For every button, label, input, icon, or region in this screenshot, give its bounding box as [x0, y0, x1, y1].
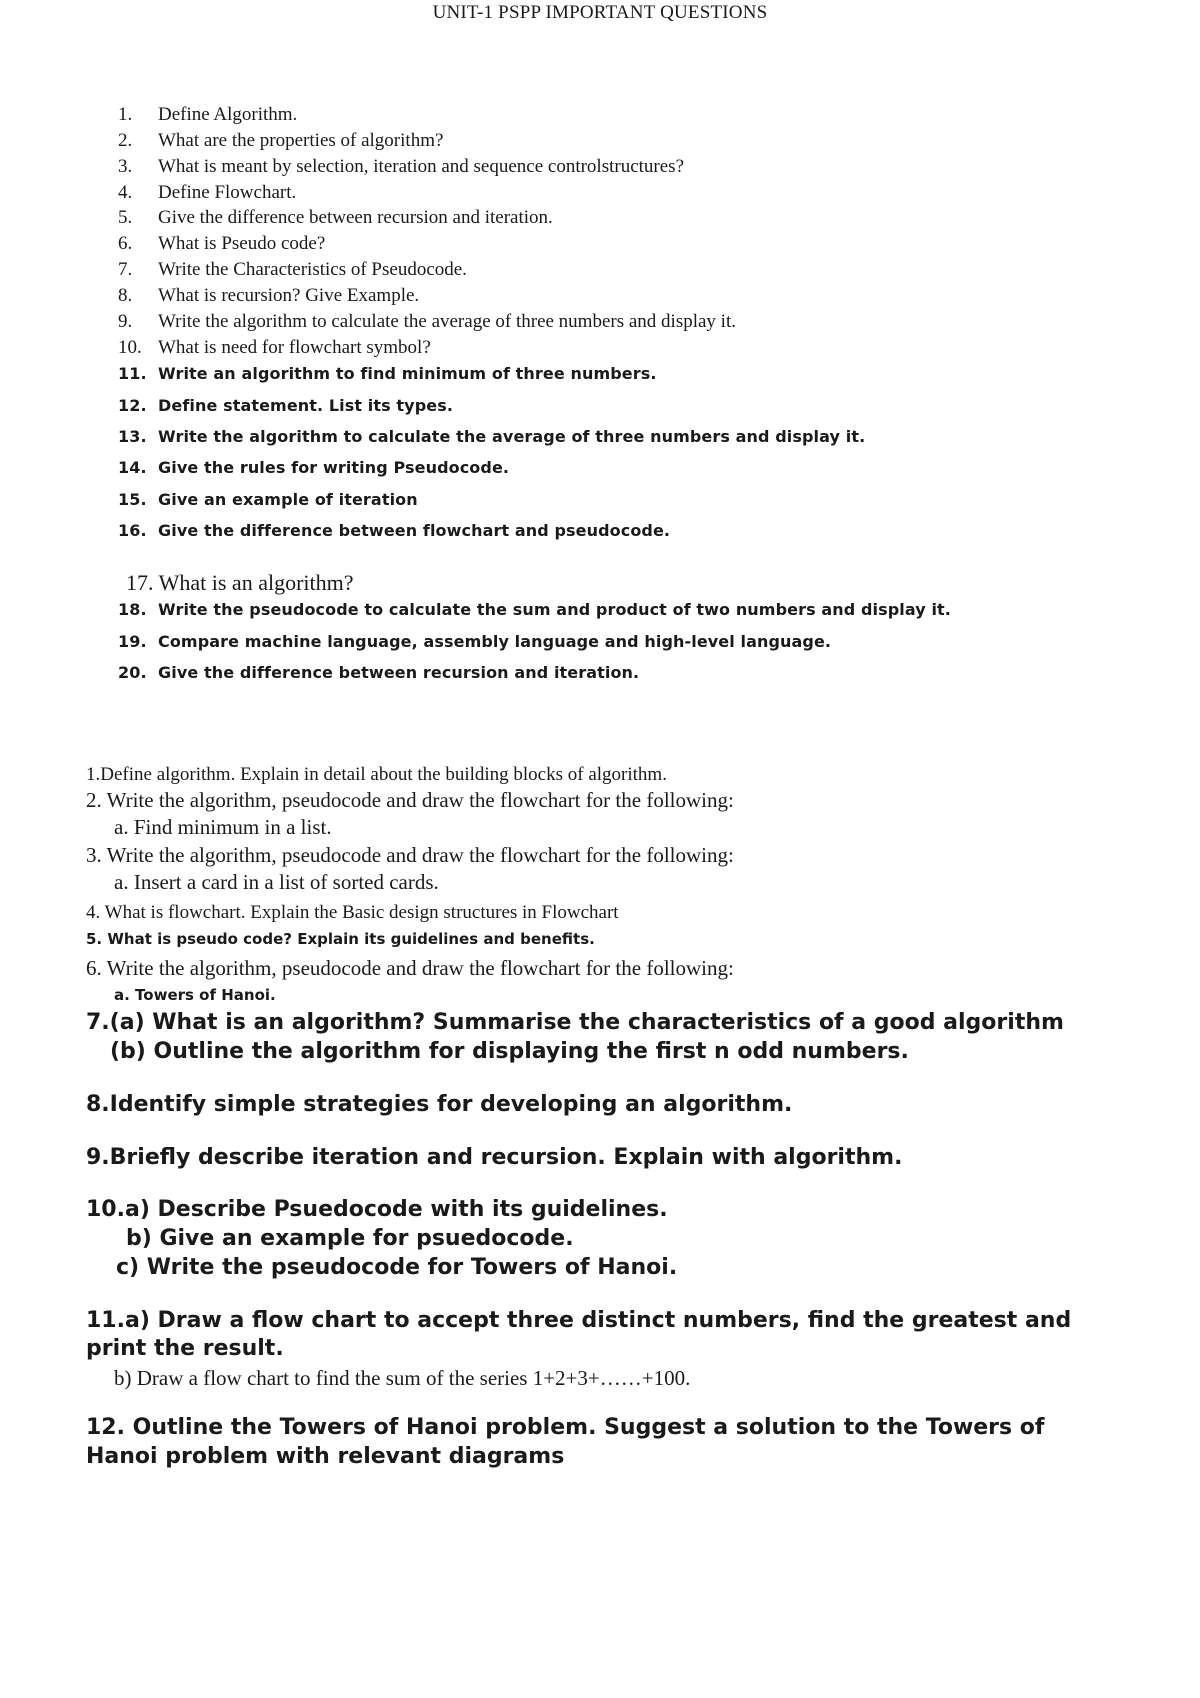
item-number: 6. — [118, 233, 133, 254]
item-text: What is Pseudo code? — [158, 233, 326, 254]
long-question-line: 5. What is pseudo code? Explain its guidelines and benefits. — [86, 930, 595, 948]
item-text: Write the algorithm to calculate the average of three numbers and display it. — [158, 311, 736, 332]
long-question-line: 2. Write the algorithm, pseudocode and draw the flowchart for the following: — [86, 788, 734, 812]
long-question-line: 4. What is flowchart. Explain the Basic design structures in Flowchart — [86, 902, 619, 923]
item-number: 17. — [126, 570, 154, 595]
long-question-line: 8.Identify simple strategies for developing an algorithm. — [86, 1092, 793, 1117]
list-item — [118, 458, 509, 477]
item-text: Give the difference between recursion and iteration. — [158, 207, 553, 228]
long-question-line: 6. Write the algorithm, pseudocode and draw the flowchart for the following: — [86, 956, 734, 980]
item-text: Compare machine language, assembly language and high-level language. — [158, 632, 832, 651]
long-question-line: 12. Outline the Towers of Hanoi problem. Suggest a solution to the Towers of — [86, 1415, 1045, 1440]
item-number: 16. — [118, 521, 147, 540]
item-number: 15. — [118, 490, 147, 509]
item-number: 4. — [118, 182, 133, 203]
item-number: 14. — [118, 458, 147, 477]
long-question-line: a. Find minimum in a list. — [114, 815, 332, 839]
list-item — [118, 521, 670, 540]
long-question-line: a. Insert a card in a list of sorted cards. — [114, 870, 439, 894]
item-text: Write the pseudocode to calculate the sum and product of two numbers and display it. — [158, 600, 951, 619]
list-item — [118, 396, 453, 415]
item-number: 11. — [118, 364, 147, 383]
document-title: UNIT-1 PSPP IMPORTANT QUESTIONS — [432, 2, 768, 23]
list-item — [126, 570, 354, 596]
item-text: Write the algorithm to calculate the average of three numbers and display it. — [158, 427, 866, 446]
item-text: Define Algorithm. — [158, 104, 298, 125]
item-number: 12. — [118, 396, 147, 415]
item-text: Give the difference between flowchart and pseudocode. — [158, 521, 671, 540]
item-text: Write an algorithm to find minimum of three numbers. — [158, 364, 657, 383]
item-text: What is an algorithm? — [158, 570, 354, 595]
item-text: What is need for flowchart symbol? — [158, 337, 431, 358]
item-text: Give the rules for writing Pseudocode. — [158, 458, 510, 477]
item-text: What is meant by selection, iteration and sequence controlstructures? — [158, 156, 685, 177]
item-text: Define statement. List its types. — [158, 396, 454, 415]
list-item — [118, 663, 639, 682]
list-item — [118, 364, 657, 383]
list-item — [118, 427, 865, 446]
long-question-line: 9.Briefly describe iteration and recursion. Explain with algorithm. — [86, 1145, 903, 1170]
list-item — [118, 130, 443, 152]
item-number: 13. — [118, 427, 147, 446]
long-question-line: b) Give an example for psuedocode. — [126, 1226, 574, 1251]
item-text: Give an example of iteration — [158, 490, 418, 509]
long-question-line: 3. Write the algorithm, pseudocode and draw the flowchart for the following: — [86, 843, 734, 867]
item-number: 18. — [118, 600, 147, 619]
item-text: What are the properties of algorithm? — [158, 130, 444, 151]
long-question-line: b) Draw a flow chart to find the sum of the series 1+2+3+……+100. — [114, 1366, 691, 1390]
list-item — [118, 259, 467, 281]
list-item — [118, 285, 419, 307]
list-item — [118, 156, 684, 178]
item-number: 3. — [118, 156, 133, 177]
item-number: 2. — [118, 130, 133, 151]
item-text: Write the Characteristics of Pseudocode. — [158, 259, 467, 280]
list-item — [118, 632, 831, 651]
item-number: 5. — [118, 207, 133, 228]
list-item — [118, 600, 951, 619]
item-number: 1. — [118, 104, 133, 125]
item-number: 9. — [118, 311, 133, 332]
long-question-line: c) Write the pseudocode for Towers of Hanoi. — [116, 1255, 678, 1280]
long-question-line: 7.(a) What is an algorithm? Summarise the characteristics of a good algorithm — [86, 1010, 1064, 1035]
list-item — [118, 337, 431, 359]
long-question-line: a. Towers of Hanoi. — [114, 986, 276, 1004]
list-item — [118, 104, 297, 126]
list-item — [118, 207, 553, 229]
list-item — [118, 233, 325, 255]
long-question-line: 11.a) Draw a flow chart to accept three distinct numbers, find the greatest and — [86, 1308, 1072, 1333]
item-number: 10. — [118, 337, 142, 358]
long-question-line: 10.a) Describe Psuedocode with its guidelines. — [86, 1197, 668, 1222]
item-number: 20. — [118, 663, 147, 682]
list-item — [118, 182, 296, 204]
item-text: Give the difference between recursion and iteration. — [158, 663, 640, 682]
list-item — [118, 311, 736, 333]
item-number: 19. — [118, 632, 147, 651]
long-question-line: 1.Define algorithm. Explain in detail about the building blocks of algorithm. — [86, 764, 667, 785]
long-question-line: print the result. — [86, 1336, 284, 1361]
long-question-line: (b) Outline the algorithm for displaying the first n odd numbers. — [110, 1039, 909, 1064]
item-number: 8. — [118, 285, 133, 306]
item-text: Define Flowchart. — [158, 182, 297, 203]
item-text: What is recursion? Give Example. — [158, 285, 420, 306]
long-question-line: Hanoi problem with relevant diagrams — [86, 1444, 565, 1469]
list-item — [118, 490, 418, 509]
item-number: 7. — [118, 259, 133, 280]
